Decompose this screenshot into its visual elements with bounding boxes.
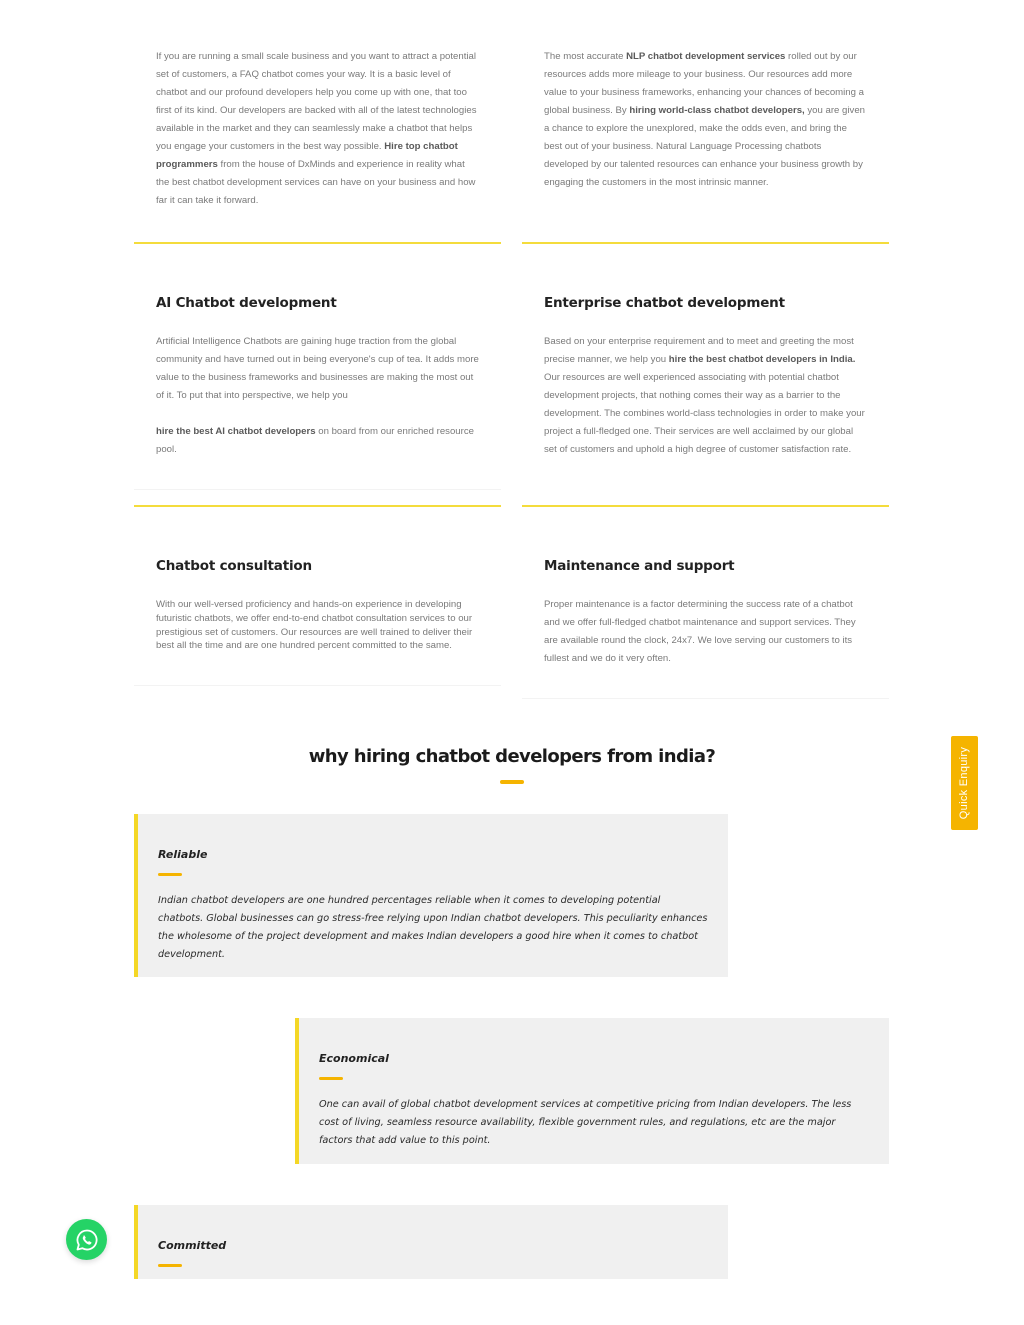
feature-committed bbox=[134, 1205, 728, 1279]
faq-chatbot-text: If you are running a small scale business and you want to attract a potential set of customers, a FAQ chatbot comes your way. It is a basic level of chatbot and our profound developers help you come up with one, that too first of its kind. Our developers are backed with all of the latest technologies available in the market and they can seamlessly make a chatbot that helps you engage your customers in the best way possible. Hire top chatbot programmers from the house of DxMinds and experience in reality what the best chatbot development services can have on your business and how far it can take it forward. bbox=[156, 51, 477, 206]
card-shadow-line bbox=[522, 698, 889, 699]
feature-title: Committed bbox=[158, 1239, 227, 1252]
card-divider bbox=[522, 242, 889, 244]
card-shadow-line bbox=[134, 489, 501, 490]
feature-reliable bbox=[134, 814, 728, 977]
whatsapp-button[interactable] bbox=[66, 1219, 107, 1260]
ai-chatbot-title: AI Chatbot development bbox=[156, 295, 337, 311]
maintenance-support-title: Maintenance and support bbox=[544, 558, 735, 574]
chatbot-consultation-text: With our well-versed proficiency and hands-on experience in developing futuristic chatbots, we offer end-to-end chatbot consultation services to our prestigious set of customers. Our resources are well trained to deliver their best all the time and are one hundred percent committed to the same. bbox=[156, 599, 473, 652]
enterprise-chatbot-text: Based on your enterprise requirement and to meet and greeting the most precise manner, we help you hire the best chatbot developers in India. Our resources are well experienced associating with potential chatbot development projects, that nothing comes their way as a barrier to the development. The combines world-class technologies in order to make your project a full-fledged one. Their services are well acclaimed by our global set of customers and uphold a high degree of customer satisfaction rate. bbox=[544, 336, 865, 455]
feature-text: One can avail of global chatbot development services at competitive pricing from Indian developers. The less cost of living, seamless resource availability, flexible government rules, and regulations, etc are the major factors that add value to this point. bbox=[319, 1099, 852, 1146]
feature-title: Economical bbox=[319, 1052, 389, 1065]
card-divider bbox=[134, 505, 501, 507]
whatsapp-icon bbox=[75, 1228, 99, 1252]
quick-enquiry-label: Quick Enquiry bbox=[958, 746, 971, 820]
why-section-heading: why hiring chatbot developers from india? bbox=[308, 746, 716, 767]
feature-underline bbox=[158, 873, 182, 876]
card-divider bbox=[134, 242, 501, 244]
maintenance-support-card bbox=[522, 558, 889, 668]
feature-title: Reliable bbox=[158, 848, 208, 861]
chatbot-consultation-title: Chatbot consultation bbox=[156, 558, 312, 574]
why-section-underline bbox=[500, 780, 524, 784]
maintenance-support-text: Proper maintenance is a factor determining the success rate of a chatbot and we offer full-fledged chatbot maintenance and support services. They are available round the clock, 24x7. We love serving our customers to its fullest and we do it very often. bbox=[544, 599, 856, 664]
enterprise-chatbot-title: Enterprise chatbot development bbox=[544, 295, 785, 311]
ai-chatbot-text-intro: Artificial Intelligence Chatbots are gaining huge traction from the global community and have turned out in being everyone's cup of tea. It adds more value to the business frameworks and businesses are making the most out of it. To put that into perspective, we help you bbox=[156, 336, 479, 401]
ai-chatbot-text-hire: hire the best AI chatbot developers on board from our enriched resource pool. bbox=[156, 426, 474, 455]
card-divider bbox=[522, 505, 889, 507]
feature-underline bbox=[319, 1077, 343, 1080]
quick-enquiry-button[interactable] bbox=[951, 736, 978, 830]
feature-economical bbox=[295, 1018, 889, 1164]
faq-chatbot-card bbox=[134, 48, 501, 210]
chatbot-consultation-card bbox=[134, 558, 501, 653]
enterprise-chatbot-card bbox=[522, 295, 889, 459]
ai-chatbot-card bbox=[134, 295, 501, 459]
feature-text: Indian chatbot developers are one hundred percentages reliable when it comes to developing potential chatbots. Global businesses can go stress-free relying upon Indian chatbot developers. This peculiarity enhances the wholesome of the project development and makes Indian developers a good hire when it comes to chatbot development. bbox=[158, 895, 708, 960]
nlp-chatbot-card bbox=[522, 48, 889, 192]
card-shadow-line bbox=[134, 685, 501, 686]
ai-chatbot-text bbox=[156, 333, 479, 459]
nlp-chatbot-text: The most accurate NLP chatbot development services rolled out by our resources adds more mileage to your business. Our resources add more value to your business frameworks, enhancing your chances of becoming a global business. By hiring world-class chatbot developers, you are given a chance to explore the unexplored, make the odds even, and bring the best out of your business. Natural Language Processing chatbots developed by our talented resources can enhance your business growth by engaging the customers in the most intrinsic manner. bbox=[544, 51, 865, 188]
feature-underline bbox=[158, 1264, 182, 1267]
